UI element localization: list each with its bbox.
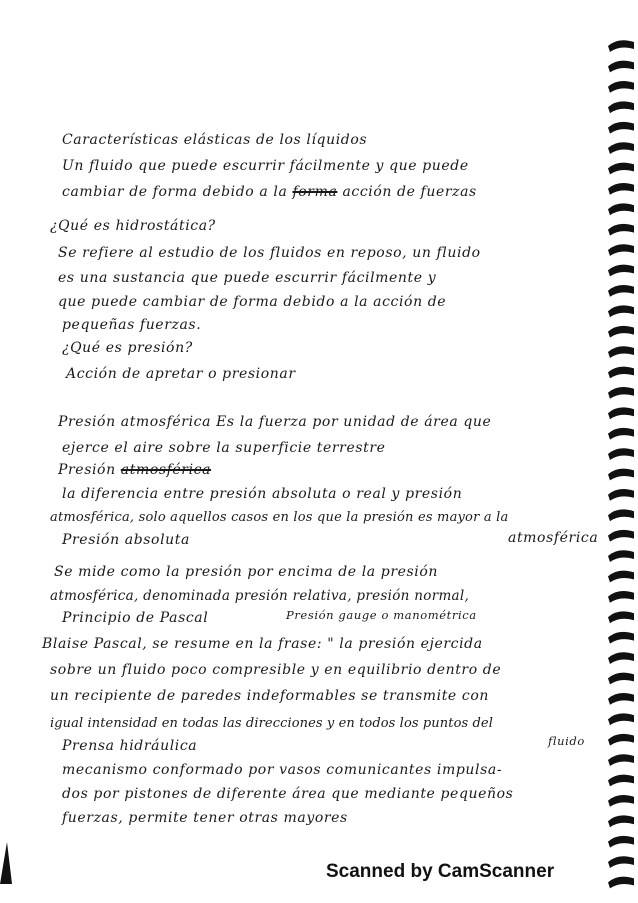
- note-line-9: ¿Qué es presión?: [62, 340, 193, 356]
- spiral-ring: [608, 122, 634, 134]
- spiral-ring: [608, 856, 634, 868]
- note-line-21: Principio de Pascal: [62, 610, 209, 626]
- note-line-20: Presión gauge o manométrica: [286, 608, 477, 622]
- note-line-11: Presión atmosférica Es la fuerza por unidad de área que: [58, 414, 492, 430]
- note-line-15: atmosférica, solo aquellos casos en los que la presión es mayor a la: [50, 510, 509, 525]
- spiral-ring: [608, 652, 634, 664]
- spiral-ring: [608, 448, 634, 460]
- note-line-28: mecanismo conformado por vasos comunicantes impulsa-: [62, 762, 503, 778]
- note-line-7: que puede cambiar de forma debido a la acción de: [58, 294, 447, 310]
- note-line-6: es una sustancia que puede escurrir fácilmente y: [58, 270, 437, 286]
- note-line-1: Características elásticas de los líquidos: [62, 132, 368, 148]
- spiral-ring: [608, 489, 634, 501]
- spiral-ring: [608, 754, 634, 766]
- spiral-ring: [608, 509, 634, 521]
- spiral-ring: [608, 407, 634, 419]
- spiral-ring: [608, 163, 634, 175]
- spiral-ring: [608, 632, 634, 644]
- note-line-24: un recipiente de paredes indeformables se transmite con: [50, 688, 489, 704]
- spiral-ring: [608, 244, 634, 256]
- spiral-ring: [608, 877, 634, 889]
- note-line-14: la diferencia entre presión absoluta o real y presión: [62, 486, 463, 502]
- spiral-ring: [608, 713, 634, 725]
- struck-word: atmosférica: [120, 462, 212, 478]
- page-edge-mark: [0, 836, 14, 886]
- spiral-ring: [608, 285, 634, 297]
- spiral-ring: [608, 469, 634, 481]
- spiral-ring: [608, 611, 634, 623]
- spiral-ring: [608, 591, 634, 603]
- spiral-ring: [608, 387, 634, 399]
- spiral-ring: [608, 836, 634, 848]
- spiral-ring: [608, 265, 634, 277]
- spiral-ring: [608, 142, 634, 154]
- spiral-ring: [608, 428, 634, 440]
- note-line-26: fluido: [548, 734, 585, 748]
- spiral-ring: [608, 571, 634, 583]
- note-line-19: atmosférica, denominada presión relativa, presión normal,: [50, 588, 470, 604]
- spiral-ring: [608, 815, 634, 827]
- spiral-ring: [608, 183, 634, 195]
- spiral-ring: [608, 326, 634, 338]
- note-line-8: pequeñas fuerzas.: [62, 317, 202, 333]
- note-line-18: Se mide como la presión por encima de la presión: [54, 564, 439, 580]
- spiral-ring: [608, 101, 634, 113]
- note-line-29: dos por pistones de diferente área que mediante pequeños: [62, 786, 514, 802]
- scanner-watermark: Scanned by CamScanner: [326, 861, 555, 882]
- note-line-23: sobre un fluido poco compresible y en equilibrio dentro de: [50, 662, 502, 678]
- note-line-30: fuerzas, permite tener otras mayores: [62, 810, 348, 826]
- spiral-ring: [608, 367, 634, 379]
- spiral-ring: [608, 346, 634, 358]
- spiral-ring: [608, 734, 634, 746]
- spiral-ring: [608, 530, 634, 542]
- note-line-12: ejerce el aire sobre la superficie terrestre: [62, 440, 386, 456]
- note-line-13: Presión atmosférica: [58, 462, 212, 478]
- note-line-5: Se refiere al estudio de los fluidos en reposo, un fluido: [58, 245, 481, 261]
- spiral-ring: [608, 224, 634, 236]
- spiral-ring: [608, 550, 634, 562]
- note-line-10: Acción de apretar o presionar: [66, 366, 296, 382]
- spiral-binding: [604, 30, 638, 890]
- note-line-3: cambiar de forma debido a la forma acción de fuerzas: [62, 184, 477, 200]
- note-line-2: Un fluido que puede escurrir fácilmente y que puede: [62, 158, 469, 174]
- note-line-16: atmosférica: [508, 530, 599, 546]
- struck-word: forma: [292, 184, 338, 200]
- note-line-25: igual intensidad en todas las direcciones y en todos los puntos del: [50, 716, 493, 731]
- spiral-ring: [608, 795, 634, 807]
- note-line-22: Blaise Pascal, se resume en la frase: " la presión ejercida: [42, 636, 483, 652]
- spiral-ring: [608, 305, 634, 317]
- spiral-ring: [608, 40, 634, 52]
- spiral-ring: [608, 693, 634, 705]
- note-line-4: ¿Qué es hidrostática?: [50, 218, 216, 234]
- note-line-27: Prensa hidráulica: [62, 738, 198, 754]
- spiral-ring: [608, 61, 634, 73]
- spiral-ring: [608, 775, 634, 787]
- spiral-ring: [608, 81, 634, 93]
- note-line-17: Presión absoluta: [62, 532, 190, 548]
- spiral-ring: [608, 673, 634, 685]
- spiral-ring: [608, 203, 634, 215]
